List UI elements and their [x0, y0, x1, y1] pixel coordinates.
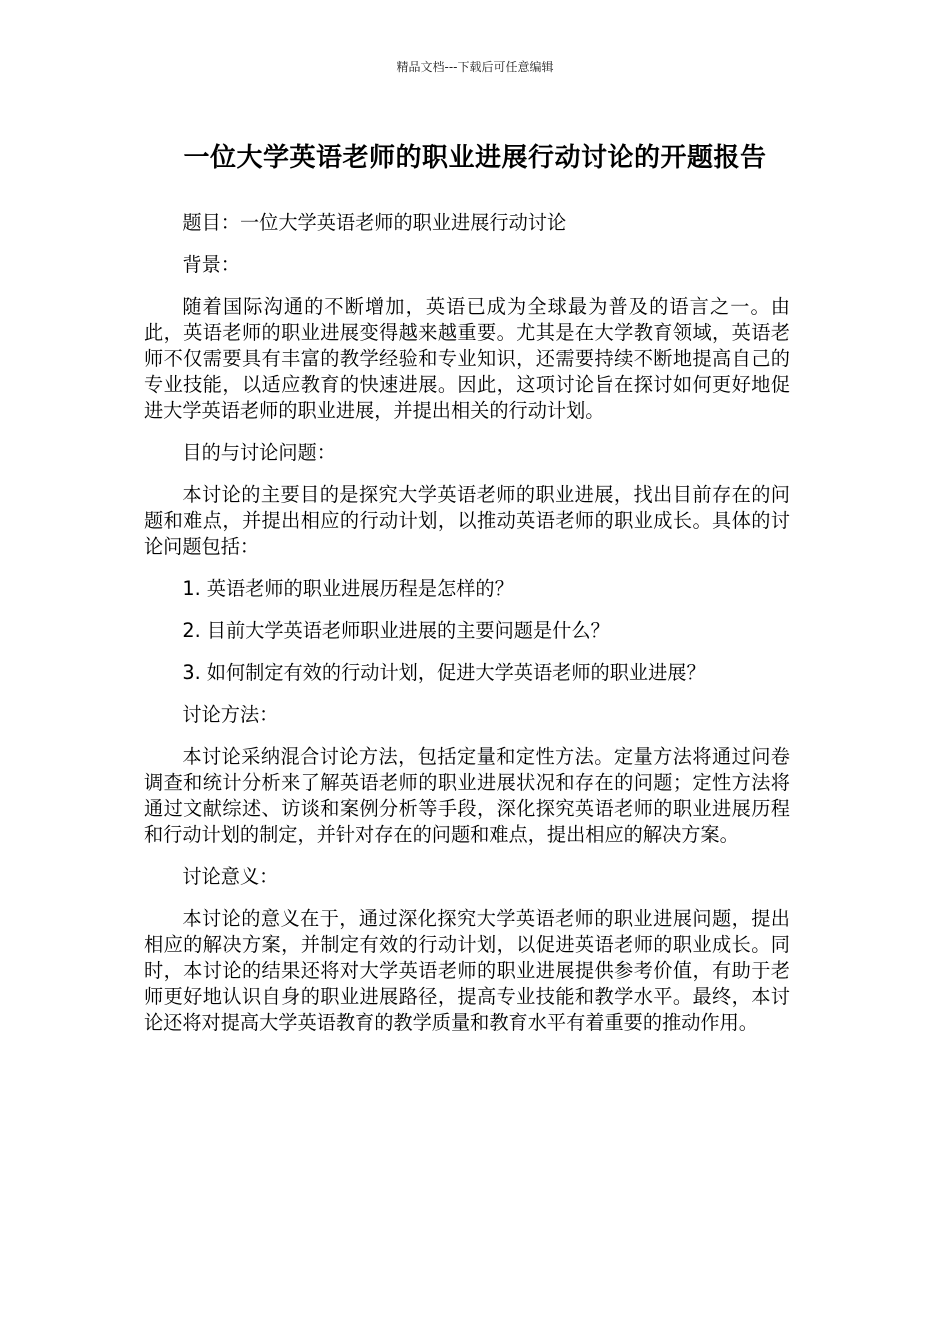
document-body	[144, 210, 790, 1052]
significance-paragraph: 本讨论的意义在于，通过深化探究大学英语老师的职业进展问题，提出相应的解决方案，并制定有效的行动计划，以促进英语老师的职业成长。同时，本讨论的结果还将对大学英语老师的职业进展提供参考价值，有助于老师更好地认识自身的职业进展路径，提高专业技能和教学水平。最终，本讨论还将对提高大学英语教育的教学质量和教育水平有着重要的推动作用。	[144, 907, 790, 1034]
header-note: 精品文档---下载后可任意编辑	[396, 60, 554, 74]
method-heading: 讨论方法：	[182, 703, 279, 726]
question-item: 2. 目前大学英语老师职业进展的主要问题是什么？	[182, 619, 610, 642]
question-item: 1. 英语老师的职业进展历程是怎样的？	[182, 577, 514, 600]
purpose-paragraph: 本讨论的主要目的是探究大学英语老师的职业进展，找出目前存在的问题和难点，并提出相应的行动计划，以推动英语老师的职业成长。具体的讨论问题包括：	[144, 483, 790, 558]
topic-line: 题目：一位大学英语老师的职业进展行动讨论	[182, 211, 567, 234]
background-paragraph: 随着国际沟通的不断增加，英语已成为全球最为普及的语言之一。由此，英语老师的职业进展变得越来越重要。尤其是在大学教育领域，英语老师不仅需要具有丰富的教学经验和专业知识，还需要持续不断地提高自己的专业技能，以适应教育的快速进展。因此，这项讨论旨在探讨如何更好地促进大学英语老师的职业进展，并提出相关的行动计划。	[144, 295, 790, 422]
method-paragraph: 本讨论采纳混合讨论方法，包括定量和定性方法。定量方法将通过问卷调查和统计分析来了解英语老师的职业进展状况和存在的问题；定性方法将通过文献综述、访谈和案例分析等手段，深化探究英语老师的职业进展历程和行动计划的制定，并针对存在的问题和难点，提出相应的解决方案。	[144, 745, 790, 846]
background-heading: 背景：	[182, 253, 240, 276]
document-title: 一位大学英语老师的职业进展行动讨论的开题报告	[183, 143, 767, 173]
significance-heading: 讨论意义：	[182, 865, 279, 888]
purpose-heading: 目的与讨论问题：	[182, 441, 336, 464]
question-item: 3. 如何制定有效的行动计划，促进大学英语老师的职业进展？	[182, 661, 706, 684]
